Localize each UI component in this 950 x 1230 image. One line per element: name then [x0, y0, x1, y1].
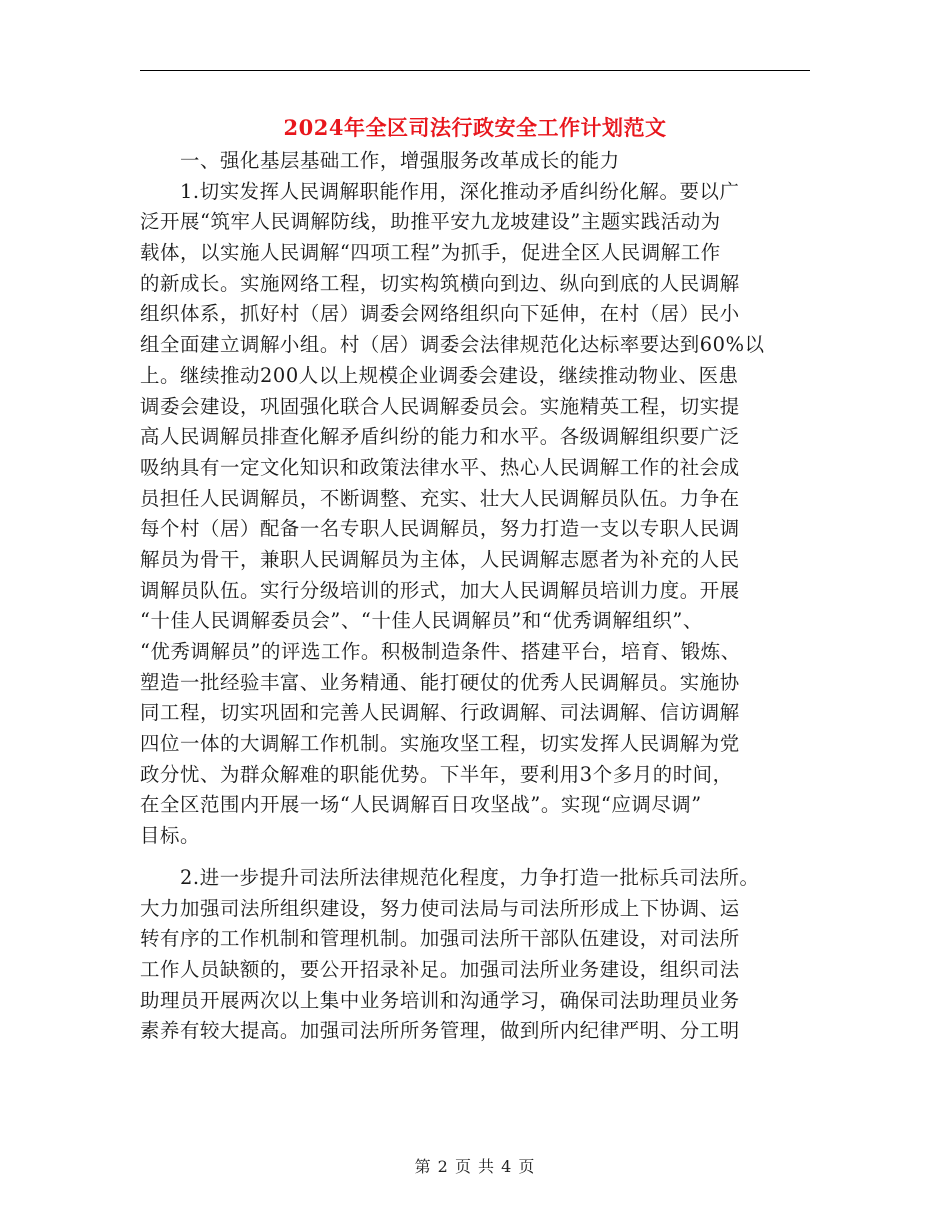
paragraph-line: 塑造一批经验丰富、业务精通、能打硬仗的优秀人民调解员。实施协 — [140, 670, 740, 694]
paragraph-line: 调解员队伍。实行分级培训的形式，加大人民调解员培训力度。开展 — [140, 578, 740, 602]
paragraph-line: 泛开展“筑牢人民调解防线，助推平安九龙坡建设”主题实践活动为 — [140, 210, 721, 234]
paragraph-line: 每个村（居）配备一名专职人民调解员，努力打造一支以专职人民调 — [140, 517, 740, 541]
paragraph-line: 素养有较大提高。加强司法所所务管理，做到所内纪律严明、分工明 — [140, 1019, 740, 1043]
paragraph-line: “十佳人民调解委员会”、“十佳人民调解员”和“优秀调解组织”、 — [140, 609, 703, 633]
paragraph-line: 上。继续推动200人以上规模企业调委会建设，继续推动物业、医患 — [140, 363, 739, 387]
paragraph-line: 大力加强司法所组织建设，努力使司法局与司法所形成上下协调、运 — [140, 896, 740, 920]
paragraph-line: 在全区范围内开展一场“人民调解百日攻坚战”。实现“应调尽调” — [140, 793, 702, 817]
paragraph-line: 四位一体的大调解工作机制。实施攻坚工程，切实发挥人民调解为党 — [140, 732, 740, 756]
paragraph-line: 吸纳具有一定文化知识和政策法律水平、热心人民调解工作的社会成 — [140, 455, 740, 479]
paragraph-line: 员担任人民调解员，不断调整、充实、壮大人民调解员队伍。力争在 — [140, 486, 740, 510]
paragraph-line: 工作人员缺额的，要公开招录补足。加强司法所业务建设，组织司法 — [140, 957, 740, 981]
paragraph-line: 的新成长。实施网络工程，切实构筑横向到边、纵向到底的人民调解 — [140, 271, 740, 295]
paragraph-line: 政分忧、为群众解难的职能优势。下半年，要利用3个多月的时间， — [140, 762, 733, 786]
paragraph-line: 同工程，切实巩固和完善人民调解、行政调解、司法调解、信访调解 — [140, 701, 740, 725]
paragraph-line: 2.进一步提升司法所法律规范化程度，力争打造一批标兵司法所。 — [180, 865, 760, 889]
paragraph-line: 组全面建立调解小组。村（居）调委会法律规范化达标率要达到60%以 — [140, 333, 765, 357]
paragraph-line: 1.切实发挥人民调解职能作用，深化推动矛盾纠纷化解。要以广 — [180, 179, 740, 203]
paragraph-line: 高人民调解员排查化解矛盾纠纷的能力和水平。各级调解组织要广泛 — [140, 425, 740, 449]
header-rule — [140, 70, 810, 71]
paragraph-line: 调委会建设，巩固强化联合人民调解委员会。实施精英工程，切实提 — [140, 394, 740, 418]
document-body — [140, 146, 812, 1047]
paragraph-1 — [140, 177, 812, 852]
paragraph-line: 转有序的工作机制和管理机制。加强司法所干部队伍建设，对司法所 — [140, 927, 740, 951]
paragraph-spacing — [140, 852, 812, 863]
paragraph-2 — [140, 863, 812, 1047]
paragraph-line: 助理员开展两次以上集中业务培训和沟通学习，确保司法助理员业务 — [140, 988, 740, 1012]
paragraph-line: 目标。 — [140, 824, 200, 848]
paragraph-line: 解员为骨干，兼职人民调解员为主体，人民调解志愿者为补充的人民 — [140, 547, 740, 571]
document-title: 2024年全区司法行政安全工作计划范文 — [283, 115, 667, 140]
paragraph-line: 载体，以实施人民调解“四项工程”为抓手，促进全区人民调解工作 — [140, 241, 721, 265]
paragraph-line: 组织体系，抓好村（居）调委会网络组织向下延伸，在村（居）民小 — [140, 302, 740, 326]
paragraph-line: “优秀调解员”的评选工作。积极制造条件、搭建平台，培育、锻炼、 — [140, 640, 741, 663]
page-number-footer: 第 2 页 共 4 页 — [414, 1157, 536, 1176]
section-heading: 一、强化基层基础工作，增强服务改革成长的能力 — [180, 149, 620, 172]
